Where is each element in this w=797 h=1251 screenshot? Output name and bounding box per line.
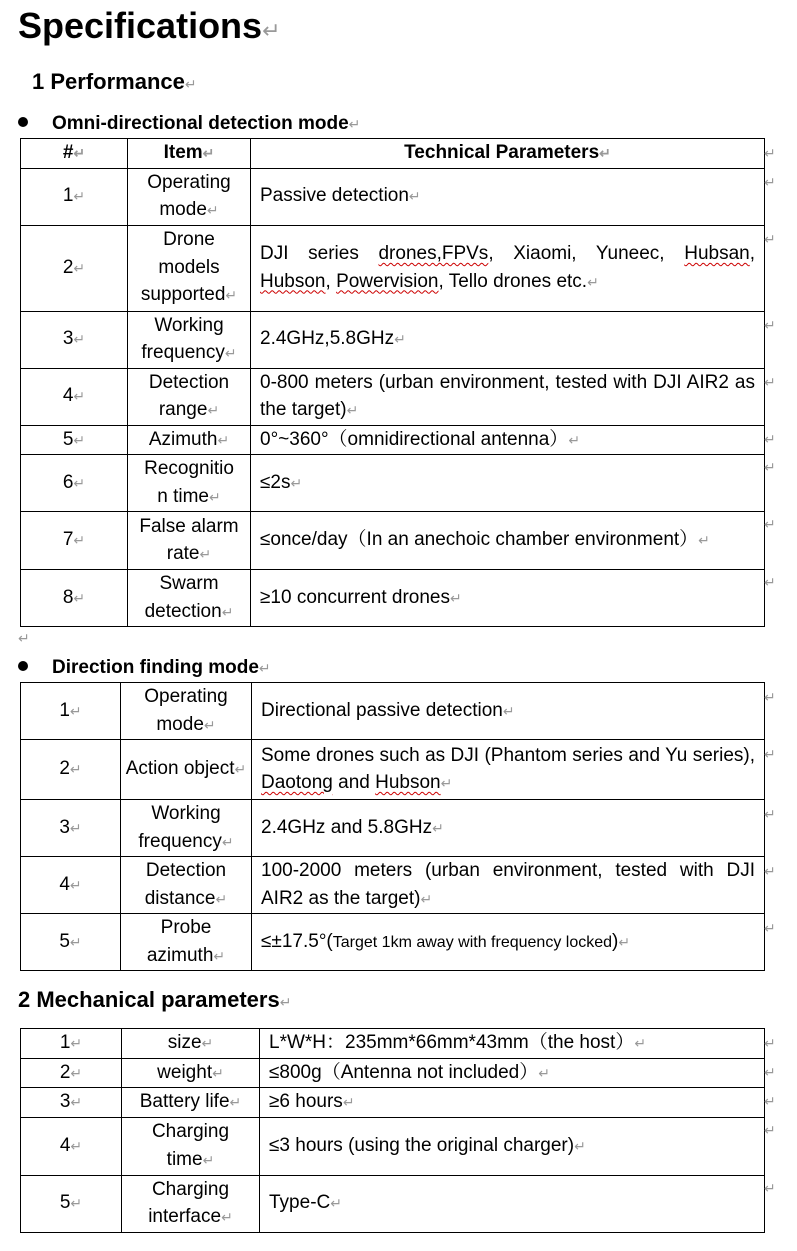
omni-spec-table [20, 138, 765, 627]
row-end-mark: ↵ [764, 863, 776, 879]
row-param: Directional passive detection↵ [252, 683, 765, 740]
bullet-icon [18, 117, 28, 127]
row-number: 4↵ [21, 1117, 122, 1175]
row-end-mark: ↵ [764, 374, 776, 390]
row-param: 0-800 meters (urban environment, tested with DJI AIR2 as the target)↵ [251, 368, 765, 425]
row-number: 2↵ [21, 740, 121, 800]
row-end-mark: ↵ [764, 1122, 776, 1138]
row-item: Detection range↵ [128, 368, 251, 425]
row-param: DJI series drones,FPVs, Xiaomi, Yuneec, Hubsan, Hubson, Powervision, Tello drones etc.↵ [251, 225, 765, 311]
row-param: ≤±17.5°(Target 1km away with frequency locked)↵ [252, 914, 765, 971]
row-number: 3↵ [21, 311, 128, 368]
row-item: Operating mode↵ [128, 168, 251, 225]
table-row [21, 1058, 765, 1088]
row-item: Recognitio n time↵ [128, 455, 251, 512]
row-end-mark: ↵ [764, 574, 776, 590]
row-end-mark: ↵ [764, 689, 776, 705]
row-end-mark: ↵ [764, 431, 776, 447]
row-number: 4↵ [21, 368, 128, 425]
row-param: L*W*H：235mm*66mm*43mm（the host）↵ [260, 1029, 765, 1059]
row-item: Action object↵ [121, 740, 252, 800]
row-number: 1↵ [21, 168, 128, 225]
row-param: Passive detection↵ [251, 168, 765, 225]
row-item: Swarm detection↵ [128, 570, 251, 627]
row-number: 6↵ [21, 455, 128, 512]
table-row [21, 225, 765, 311]
row-param: 100-2000 meters (urban environment, tested with DJI AIR2 as the target)↵ [252, 857, 765, 914]
table-row [21, 1029, 765, 1059]
section-1-heading: 1 Performance↵ [32, 69, 197, 94]
row-end-mark: ↵ [764, 746, 776, 762]
mechanical-spec-table [20, 1028, 765, 1233]
table-row [21, 512, 765, 570]
row-number: 8↵ [21, 570, 128, 627]
table-row [21, 740, 765, 800]
row-end-mark: ↵ [764, 920, 776, 936]
row-item: Working frequency↵ [121, 800, 252, 857]
row-end-mark: ↵ [764, 145, 776, 161]
table-row [21, 425, 765, 455]
row-item: Battery life↵ [122, 1088, 260, 1118]
row-end-mark: ↵ [764, 1180, 776, 1196]
row-number: 1↵ [21, 683, 121, 740]
row-end-mark: ↵ [764, 516, 776, 532]
table-header-row [21, 139, 765, 169]
row-item: Charging time↵ [122, 1117, 260, 1175]
table-row [21, 1117, 765, 1175]
row-end-mark: ↵ [764, 317, 776, 333]
table-row [21, 914, 765, 971]
row-number: 4↵ [21, 857, 121, 914]
table-row [21, 570, 765, 627]
direction-finding-heading: Direction finding mode↵ [18, 656, 271, 680]
table-row [21, 455, 765, 512]
header-number: #↵ [21, 139, 128, 169]
row-param: ≤3 hours (using the original charger)↵ [260, 1117, 765, 1175]
row-end-mark: ↵ [764, 1035, 776, 1051]
row-param: ≤800g（Antenna not included）↵ [260, 1058, 765, 1088]
bullet-icon [18, 661, 28, 671]
row-end-mark: ↵ [764, 806, 776, 822]
section-2-heading: 2 Mechanical parameters↵ [18, 987, 292, 1012]
row-item: size↵ [122, 1029, 260, 1059]
row-number: 7↵ [21, 512, 128, 570]
row-end-mark: ↵ [764, 1093, 776, 1109]
row-number: 5↵ [21, 1175, 122, 1232]
row-param: Type-C↵ [260, 1175, 765, 1232]
empty-paragraph-mark: ↵ [18, 630, 30, 646]
row-param: 2.4GHz,5.8GHz↵ [251, 311, 765, 368]
row-number: 2↵ [21, 225, 128, 311]
row-item: False alarm rate↵ [128, 512, 251, 570]
row-number: 3↵ [21, 1088, 122, 1118]
row-item: Probe azimuth↵ [121, 914, 252, 971]
table-row [21, 683, 765, 740]
row-item: Detection distance↵ [121, 857, 252, 914]
row-item: Drone models supported↵ [128, 225, 251, 311]
table-row [21, 368, 765, 425]
row-param: Some drones such as DJI (Phantom series and Yu series), Daotong and Hubson↵ [252, 740, 765, 800]
header-parameters: Technical Parameters↵ [251, 139, 765, 169]
row-item: weight↵ [122, 1058, 260, 1088]
table-row [21, 1088, 765, 1118]
table-row [21, 1175, 765, 1232]
row-item: Working frequency↵ [128, 311, 251, 368]
table-row [21, 168, 765, 225]
row-item: Azimuth↵ [128, 425, 251, 455]
table-row [21, 800, 765, 857]
row-param: ≥6 hours↵ [260, 1088, 765, 1118]
row-number: 5↵ [21, 425, 128, 455]
row-item: Charging interface↵ [122, 1175, 260, 1232]
row-end-mark: ↵ [764, 1064, 776, 1080]
header-item: Item↵ [128, 139, 251, 169]
omni-mode-heading: Omni-directional detection mode↵ [18, 112, 360, 136]
page-title: Specifications↵ [18, 5, 281, 46]
table-row [21, 311, 765, 368]
row-param: ≤2s↵ [251, 455, 765, 512]
table-row [21, 857, 765, 914]
row-number: 3↵ [21, 800, 121, 857]
row-number: 1↵ [21, 1029, 122, 1059]
row-end-mark: ↵ [764, 459, 776, 475]
row-number: 5↵ [21, 914, 121, 971]
row-item: Operating mode↵ [121, 683, 252, 740]
row-param: ≤once/day（In an anechoic chamber environment）↵ [251, 512, 765, 570]
row-param: 2.4GHz and 5.8GHz↵ [252, 800, 765, 857]
direction-finding-table [20, 682, 765, 971]
row-end-mark: ↵ [764, 174, 776, 190]
row-number: 2↵ [21, 1058, 122, 1088]
row-param: 0°~360°（omnidirectional antenna）↵ [251, 425, 765, 455]
row-end-mark: ↵ [764, 231, 776, 247]
row-param: ≥10 concurrent drones↵ [251, 570, 765, 627]
